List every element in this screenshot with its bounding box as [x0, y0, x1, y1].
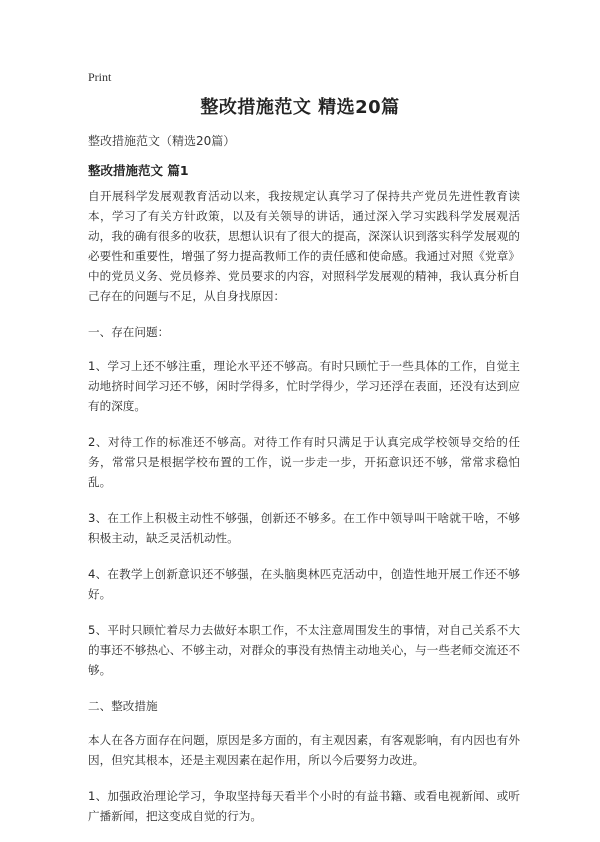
problem-item-3: 3、在工作上积极主动性不够强，创新还不够多。在工作中领导叫干啥就干啥，不够积极主动，缺乏灵活机动性。: [88, 511, 520, 545]
intro-paragraph: 自开展科学发展观教育活动以来，我按规定认真学习了保持共产党员先进性教育读本，学习了有关方针政策，以及有关领导的讲话，通过深入学习实践科学发展观活动，我的确有很多的收获，思想认识有了很大的提高，深深认识到落实科学发展观的必要性和重要性，增强了努力提高教师工作的责任感和使命感。我通过对照《党章》中的党员义务、党员修养、党员要求的内容，对照科学发展观的精神，我认真分析自己存在的问题与不足，从自身找原因：: [88, 189, 520, 303]
problem-item-4: 4、在教学上创新意识还不够强，在头脑奥林匹克活动中，创造性地开展工作还不够好。: [88, 567, 520, 601]
print-link[interactable]: Print: [88, 70, 112, 84]
measure-item-1: 1、加强政治理论学习，争取坚持每天看半个小时的有益书籍、或看电视新闻、或听广播新闻，把这变成自觉的行为。: [88, 789, 520, 823]
measures-intro-paragraph: 本人在各方面存在问题，原因是多方面的，有主观因素，有客观影响，有内因也有外因，但究其根本，还是主观因素在起作用，所以今后要努力改进。: [88, 733, 520, 767]
document-subtitle: 整改措施范文（精选20篇）: [88, 134, 236, 148]
page-title: 整改措施范文 精选20篇: [200, 97, 400, 118]
problem-item-5: 5、平时只顾忙着尽力去做好本职工作，不太注意周围发生的事情，对自己关系不大的事还不够热心、不够主动，对群众的事没有热情主动地关心，与一些老师交流还不够。: [88, 623, 520, 677]
measures-heading: 二、整改措施: [88, 699, 158, 713]
problems-heading: 一、存在问题：: [88, 325, 170, 339]
problem-item-1: 1、学习上还不够注重，理论水平还不够高。有时只顾忙于一些具体的工作，自觉主动地挤时间学习还不够，闲时学得多，忙时学得少，学习还浮在表面，还没有达到应有的深度。: [88, 359, 520, 413]
article-body: [88, 186, 520, 842]
problem-item-2: 2、对待工作的标准还不够高。对待工作有时只满足于认真完成学校领导交给的任务，常常只是根据学校布置的工作，说一步走一步，开拓意识还不够，常常求稳怕乱。: [88, 435, 520, 489]
section-heading: 整改措施范文 篇1: [88, 163, 189, 178]
